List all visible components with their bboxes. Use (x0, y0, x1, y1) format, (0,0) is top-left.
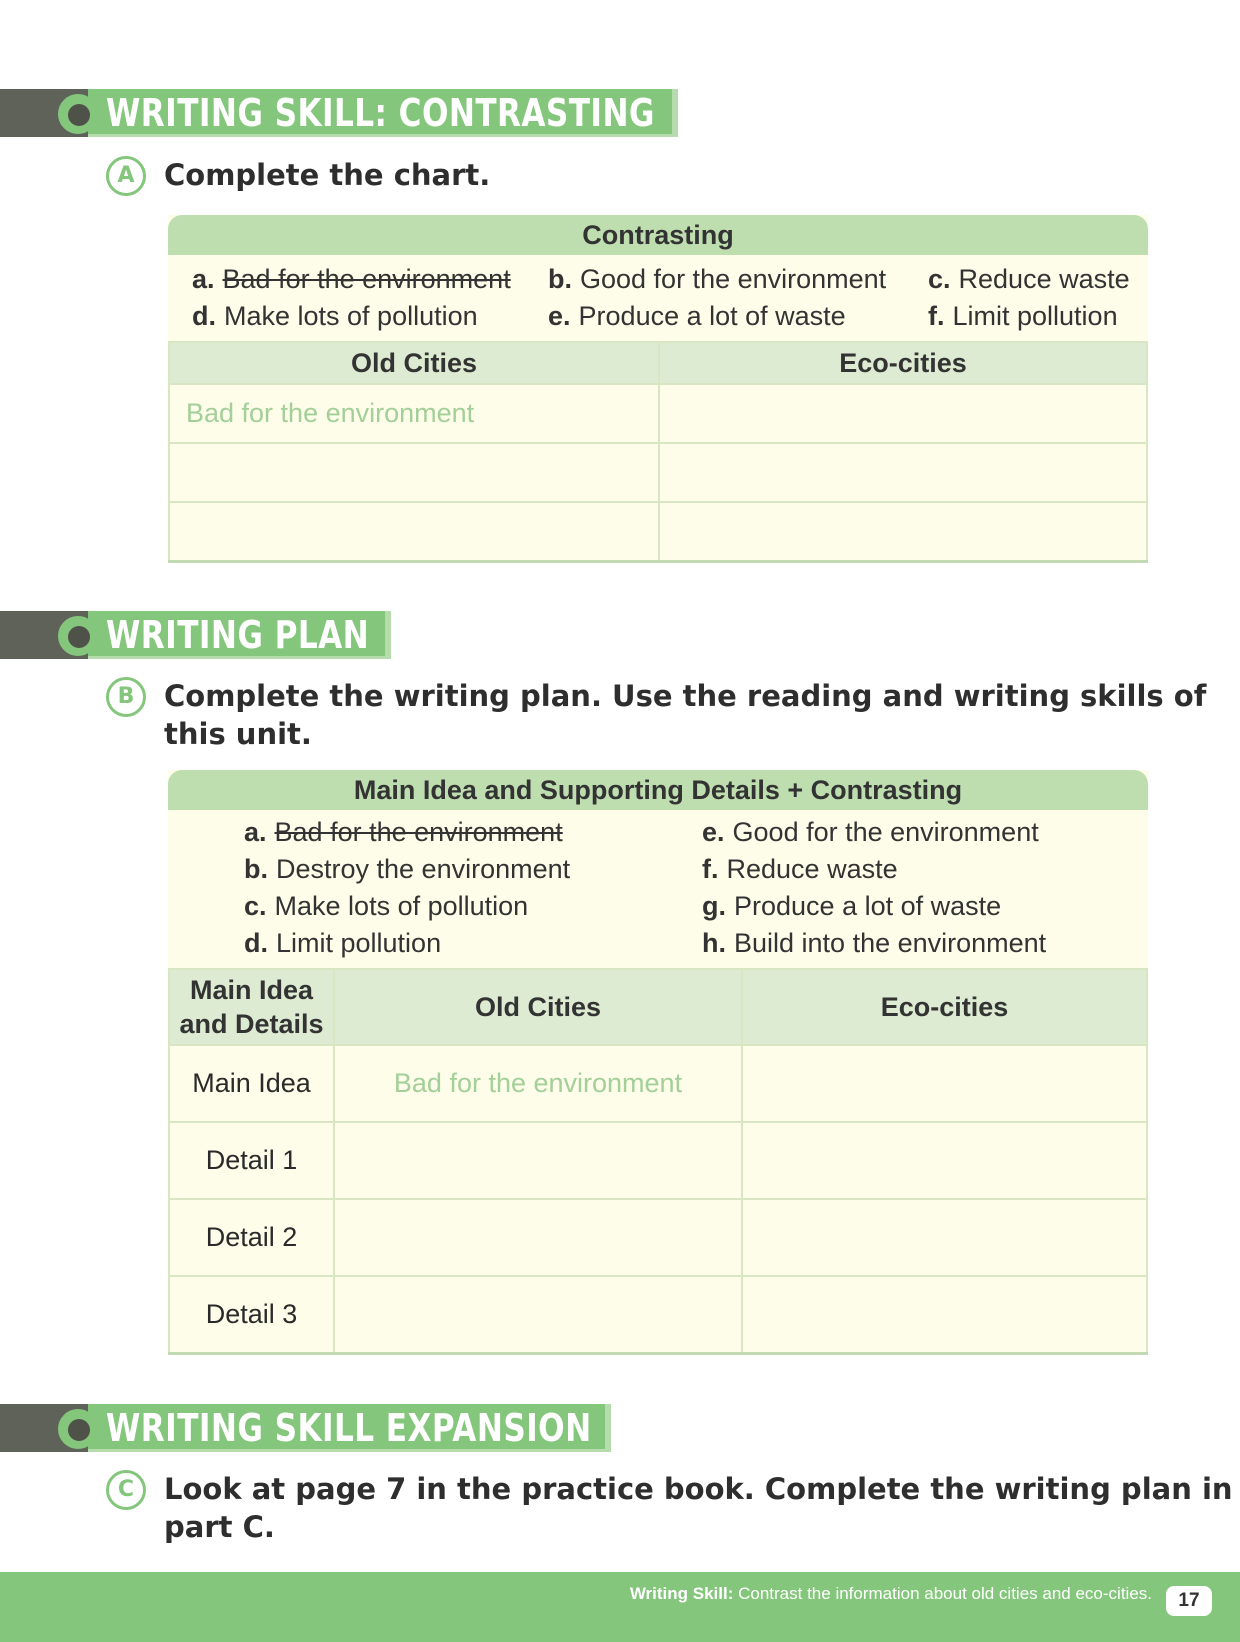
header-main-idea-details (169, 969, 334, 1045)
activity-letter-c: C (106, 1470, 146, 1510)
answer-cell[interactable] (742, 1045, 1147, 1122)
bullet-circle-icon (58, 1409, 98, 1449)
writing-plan-chart (168, 770, 1148, 1355)
option-c: c. Reduce waste (928, 264, 1130, 294)
header-line-2: and Details (179, 1009, 324, 1039)
option-f: f. Limit pollution (928, 301, 1118, 331)
contrast-table (168, 341, 1148, 563)
option-f: f. Reduce waste (702, 854, 898, 884)
section-title: WRITING PLAN (106, 613, 370, 657)
answer-cell[interactable] (742, 1122, 1147, 1199)
activity-letter-a: A (106, 156, 146, 196)
option-e: e. Produce a lot of waste (548, 301, 846, 331)
answer-cell[interactable] (742, 1276, 1147, 1353)
word-bank (168, 255, 1148, 341)
section-title: WRITING SKILL EXPANSION (106, 1406, 592, 1450)
bullet-circle-icon (58, 94, 98, 134)
bullet-circle-icon (58, 616, 98, 656)
activity-letter-b: B (106, 677, 146, 717)
instruction-text (164, 677, 1206, 753)
answer-cell[interactable] (659, 443, 1147, 502)
chart-caption: Contrasting (168, 215, 1148, 255)
instruction-text: Look at page 7 in the practice book. Complete the writing plan in part C. (164, 1472, 1233, 1544)
contrasting-chart (168, 215, 1148, 563)
answer-cell[interactable] (334, 1199, 742, 1276)
row-label-detail-3: Detail 3 (169, 1276, 334, 1353)
option-b: b. Destroy the environment (244, 854, 571, 884)
option-h: h. Build into the environment (702, 928, 1047, 958)
answer-cell[interactable] (659, 384, 1147, 443)
page-number: 17 (1166, 1586, 1212, 1616)
option-g: g. Produce a lot of waste (702, 891, 1002, 921)
option-d: d. Make lots of pollution (192, 301, 478, 331)
option-a: a. Bad for the environment (244, 817, 563, 847)
instruction-text: Complete the chart. (164, 158, 491, 192)
example-answer: Bad for the environment (334, 1045, 742, 1122)
header-old-cities: Old Cities (334, 969, 742, 1045)
row-label-main-idea: Main Idea (169, 1045, 334, 1122)
header-line-1: Main Idea (189, 975, 314, 1005)
footer-text: Contrast the information about old cities and eco-cities. (733, 1584, 1152, 1603)
answer-cell[interactable] (169, 443, 659, 502)
page-footer (0, 1572, 1240, 1642)
option-e: e. Good for the environment (702, 817, 1039, 847)
answer-cell[interactable] (659, 502, 1147, 561)
answer-cell[interactable] (334, 1276, 742, 1353)
instruction-line-2: this unit. (164, 717, 312, 751)
row-label-detail-1: Detail 1 (169, 1122, 334, 1199)
footer-label: Writing Skill: (629, 1584, 734, 1603)
instruction-c (106, 1470, 1240, 1546)
plan-table (168, 968, 1148, 1355)
option-d: d. Limit pollution (244, 928, 442, 958)
answer-cell[interactable] (334, 1122, 742, 1199)
header-old-cities: Old Cities (169, 342, 659, 384)
chart-caption: Main Idea and Supporting Details + Contrasting (168, 770, 1148, 810)
row-label-detail-2: Detail 2 (169, 1199, 334, 1276)
instruction-a (106, 156, 490, 196)
instruction-b (106, 677, 1206, 753)
instruction-line-1: Complete the writing plan. Use the reading and writing skills of (164, 679, 1207, 713)
option-c: c. Make lots of pollution (244, 891, 529, 921)
answer-cell[interactable] (742, 1199, 1147, 1276)
option-a: a. Bad for the environment (192, 264, 511, 294)
word-bank (168, 810, 1148, 968)
example-answer: Bad for the environment (169, 384, 659, 443)
section-title: WRITING SKILL: CONTRASTING (106, 91, 655, 135)
header-eco-cities: Eco-cities (659, 342, 1147, 384)
header-eco-cities: Eco-cities (742, 969, 1147, 1045)
option-b: b. Good for the environment (548, 264, 887, 294)
answer-cell[interactable] (169, 502, 659, 561)
footer-note (630, 1584, 1152, 1604)
